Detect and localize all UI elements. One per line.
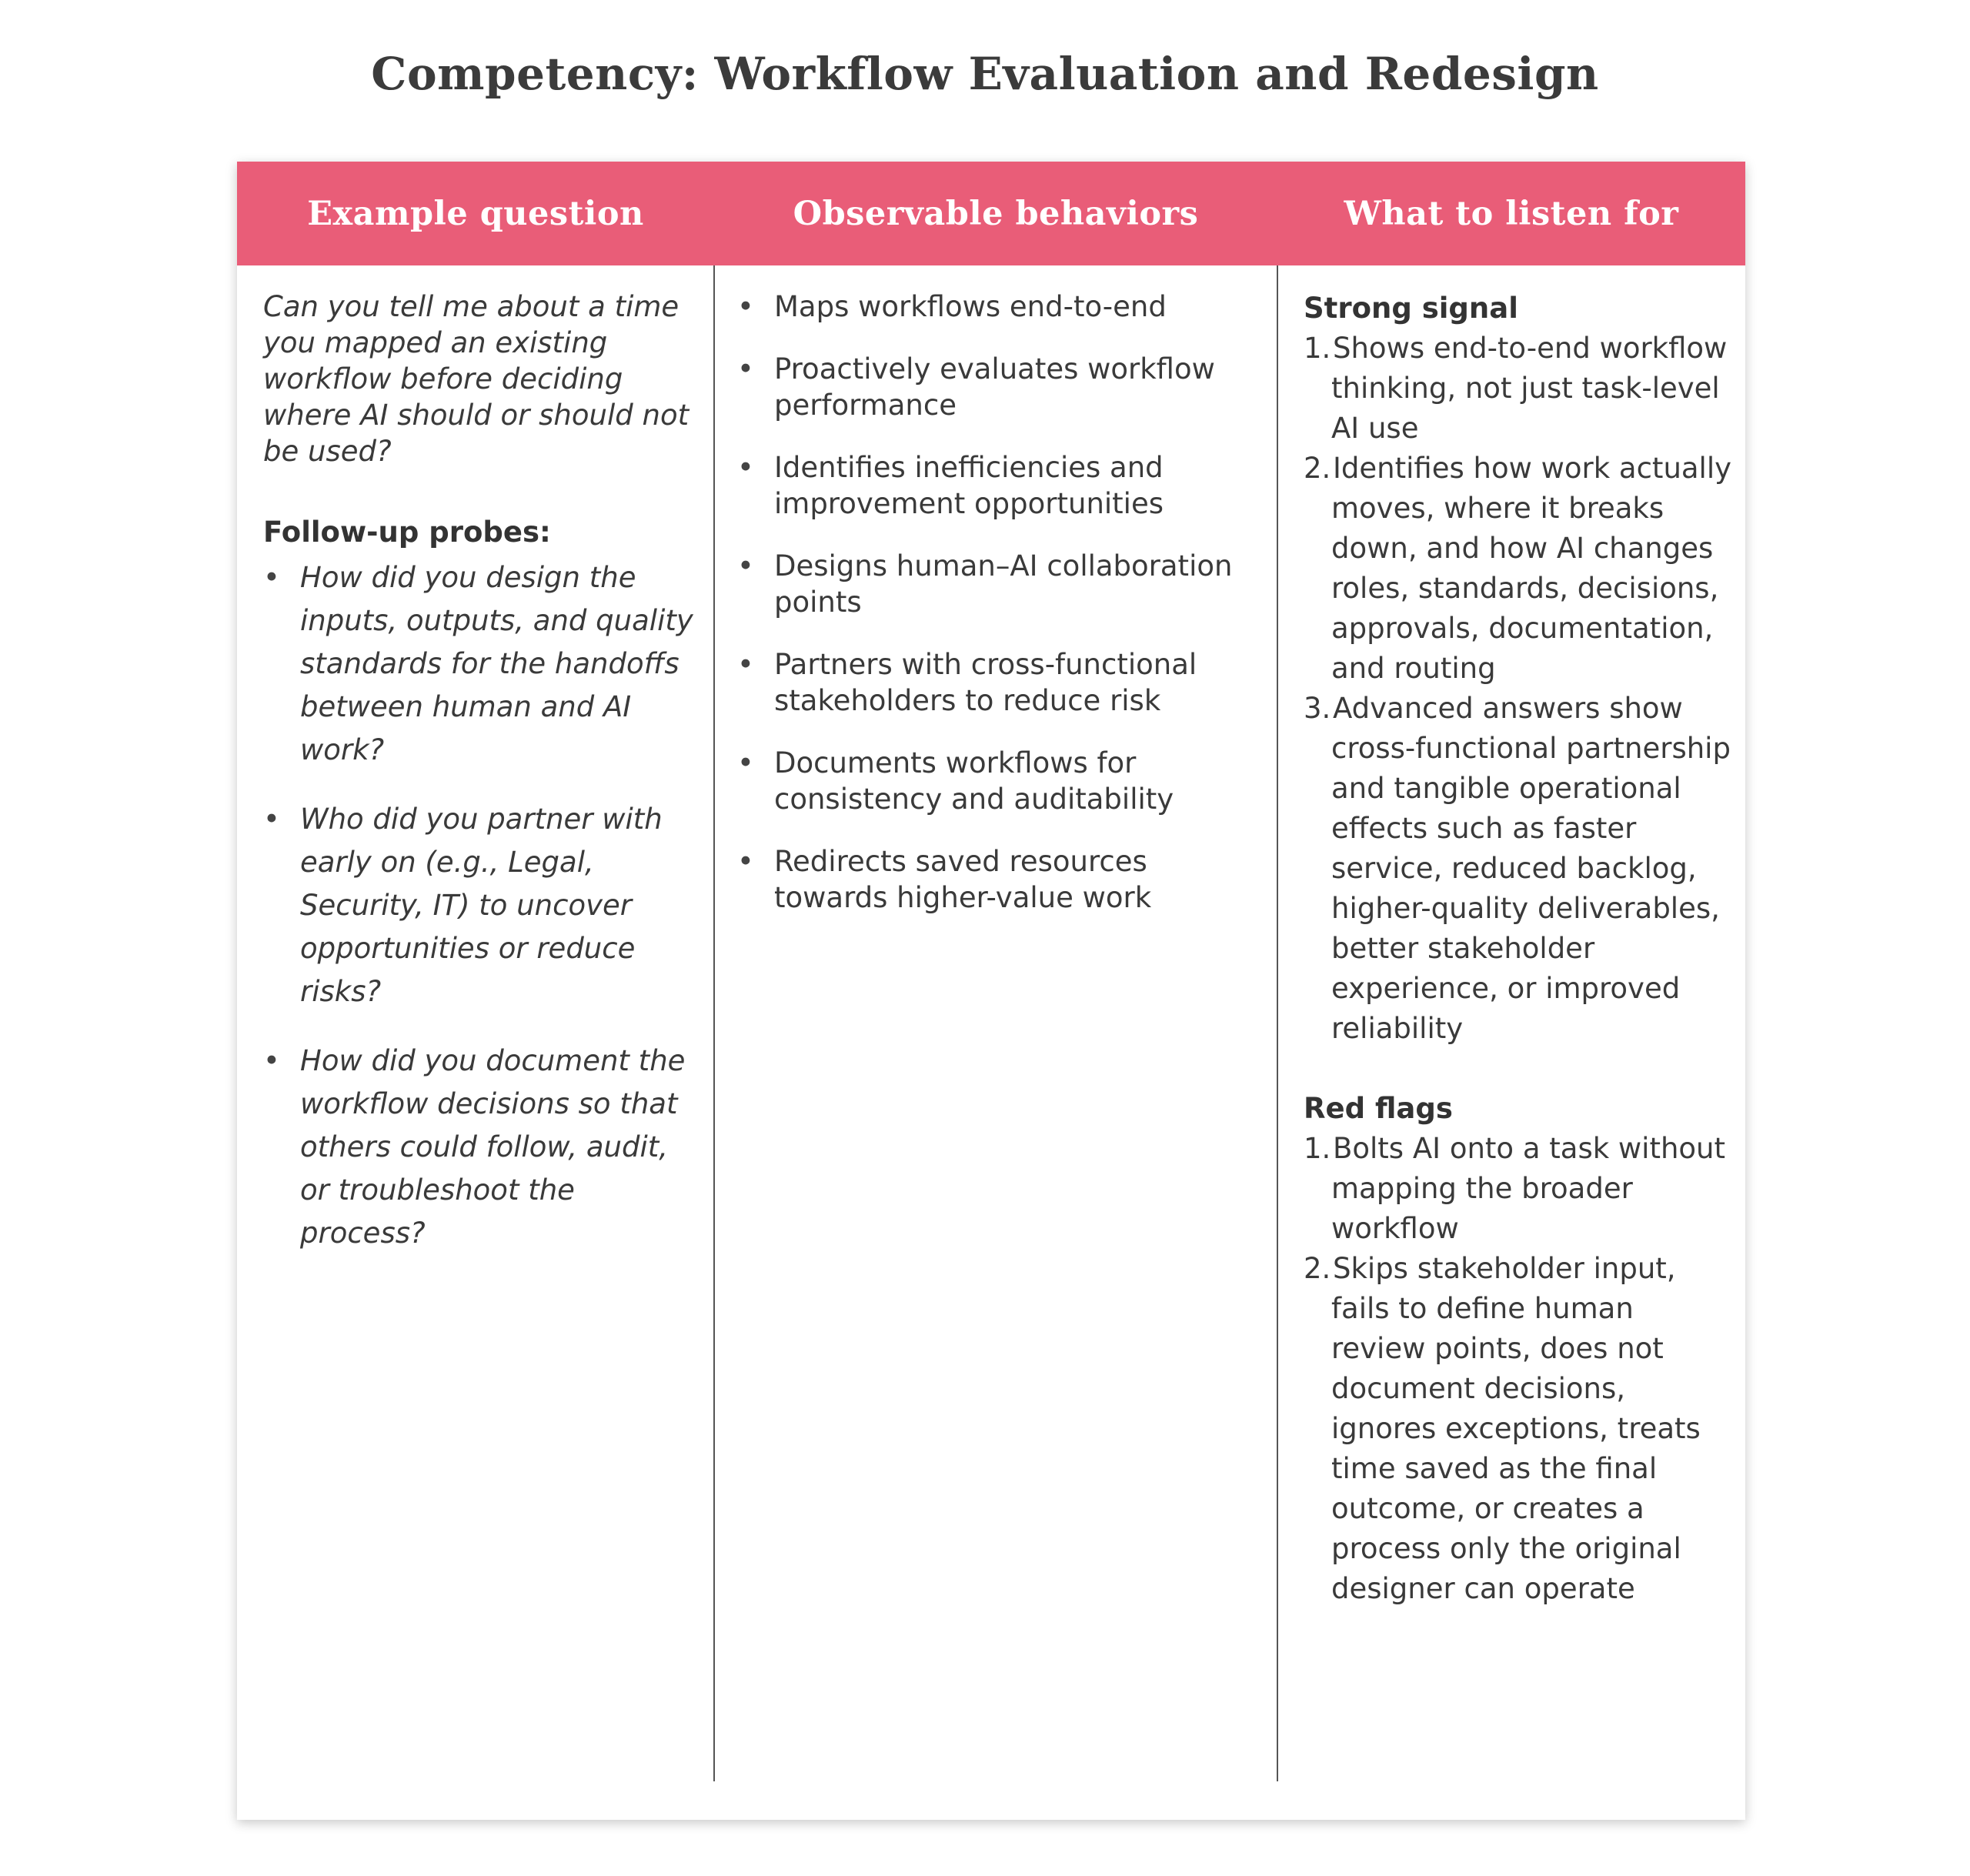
bullet-icon: •	[263, 561, 280, 594]
behavior-item	[737, 351, 1268, 423]
behavior-item	[737, 449, 1268, 522]
red-flag-item	[1304, 1129, 1735, 1249]
red-flag-text: Bolts AI onto a task without mapping the broader workflow	[1331, 1132, 1725, 1245]
bullet-icon: •	[737, 845, 754, 878]
bullet-icon: •	[263, 1044, 280, 1077]
strong-signal-text: Advanced answers show cross-functional partnership and tangible operational effects such as faster service, reduced backlog, higher-quality deliverables, better stakeholder experience, or improved reliability	[1331, 692, 1731, 1045]
bullet-icon: •	[737, 290, 754, 323]
probe-text: How did you document the workflow decisions so that others could follow, audit, or troubleshoot the process?	[300, 1044, 686, 1250]
probe-item	[263, 1040, 694, 1255]
follow-up-probes-heading: Follow-up probes:	[263, 516, 551, 549]
observable-behaviors-column	[737, 289, 1268, 942]
red-flag-text: Skips stakeholder input, fails to define human review points, does not document decisions, ignores exceptions, treats time saved as the final outcome, or creates a process only the original designer can operate	[1331, 1252, 1701, 1605]
page-title: Competency: Workflow Evaluation and Redesign	[371, 48, 1599, 100]
probe-text: How did you design the inputs, outputs, and quality standards for the handoffs between human and AI work?	[300, 561, 693, 766]
competency-table	[237, 162, 1745, 1820]
probe-item	[263, 798, 694, 1013]
example-question-column	[263, 289, 694, 1281]
probe-item	[263, 556, 694, 772]
bullet-icon: •	[737, 451, 754, 484]
behavior-text: Partners with cross-functional stakeholders to reduce risk	[774, 648, 1197, 717]
behavior-item	[737, 548, 1268, 620]
probe-text: Who did you partner with early on (e.g., Legal, Security, IT) to uncover opportunities or reduce risks?	[300, 803, 663, 1008]
table-header	[237, 162, 1745, 265]
example-question-text: Can you tell me about a time you mapped an existing workflow before deciding where AI should or should not be used?	[263, 290, 690, 468]
bullet-icon: •	[737, 549, 754, 582]
bullet-icon: •	[737, 648, 754, 681]
behavior-item	[737, 843, 1268, 916]
header-what-to-listen-for: What to listen for	[1344, 194, 1679, 233]
red-flags-section	[1304, 1089, 1735, 1609]
behavior-item	[737, 646, 1268, 719]
strong-signal-text: Shows end-to-end workflow thinking, not just task-level AI use	[1331, 332, 1728, 445]
strong-signal-text: Identifies how work actually moves, where it breaks down, and how AI changes roles, standards, decisions, approvals, documentation, and routing	[1331, 452, 1732, 685]
strong-signal-list	[1304, 329, 1735, 1049]
list-number: 1.	[1304, 332, 1331, 365]
behavior-item	[737, 745, 1268, 817]
listen-for-column	[1304, 289, 1735, 1609]
red-flag-item	[1304, 1249, 1735, 1609]
strong-signal-heading: Strong signal	[1304, 292, 1518, 325]
strong-signal-item	[1304, 329, 1735, 449]
behavior-item	[737, 289, 1268, 325]
behavior-text: Proactively evaluates workflow performance	[774, 352, 1215, 422]
header-observable-behaviors: Observable behaviors	[793, 194, 1199, 233]
list-number: 3.	[1304, 692, 1331, 725]
behaviors-list	[737, 289, 1268, 916]
bullet-icon: •	[737, 352, 754, 386]
list-number: 2.	[1304, 452, 1331, 485]
follow-up-probes-list	[263, 556, 694, 1255]
strong-signal-item	[1304, 689, 1735, 1049]
bullet-icon: •	[263, 803, 280, 836]
red-flags-list	[1304, 1129, 1735, 1609]
list-number: 2.	[1304, 1252, 1331, 1285]
behavior-text: Designs human–AI collaboration points	[774, 549, 1233, 619]
behavior-text: Identifies inefficiencies and improvement opportunities	[774, 451, 1164, 520]
behavior-text: Documents workflows for consistency and auditability	[774, 746, 1174, 816]
header-example-question: Example question	[307, 194, 644, 233]
list-number: 1.	[1304, 1132, 1331, 1165]
behavior-text: Redirects saved resources towards higher-value work	[774, 845, 1152, 914]
bullet-icon: •	[737, 746, 754, 779]
red-flags-heading: Red flags	[1304, 1092, 1453, 1125]
column-divider	[1277, 265, 1278, 1781]
behavior-text: Maps workflows end-to-end	[774, 290, 1167, 323]
strong-signal-item	[1304, 449, 1735, 689]
column-divider	[713, 265, 715, 1781]
